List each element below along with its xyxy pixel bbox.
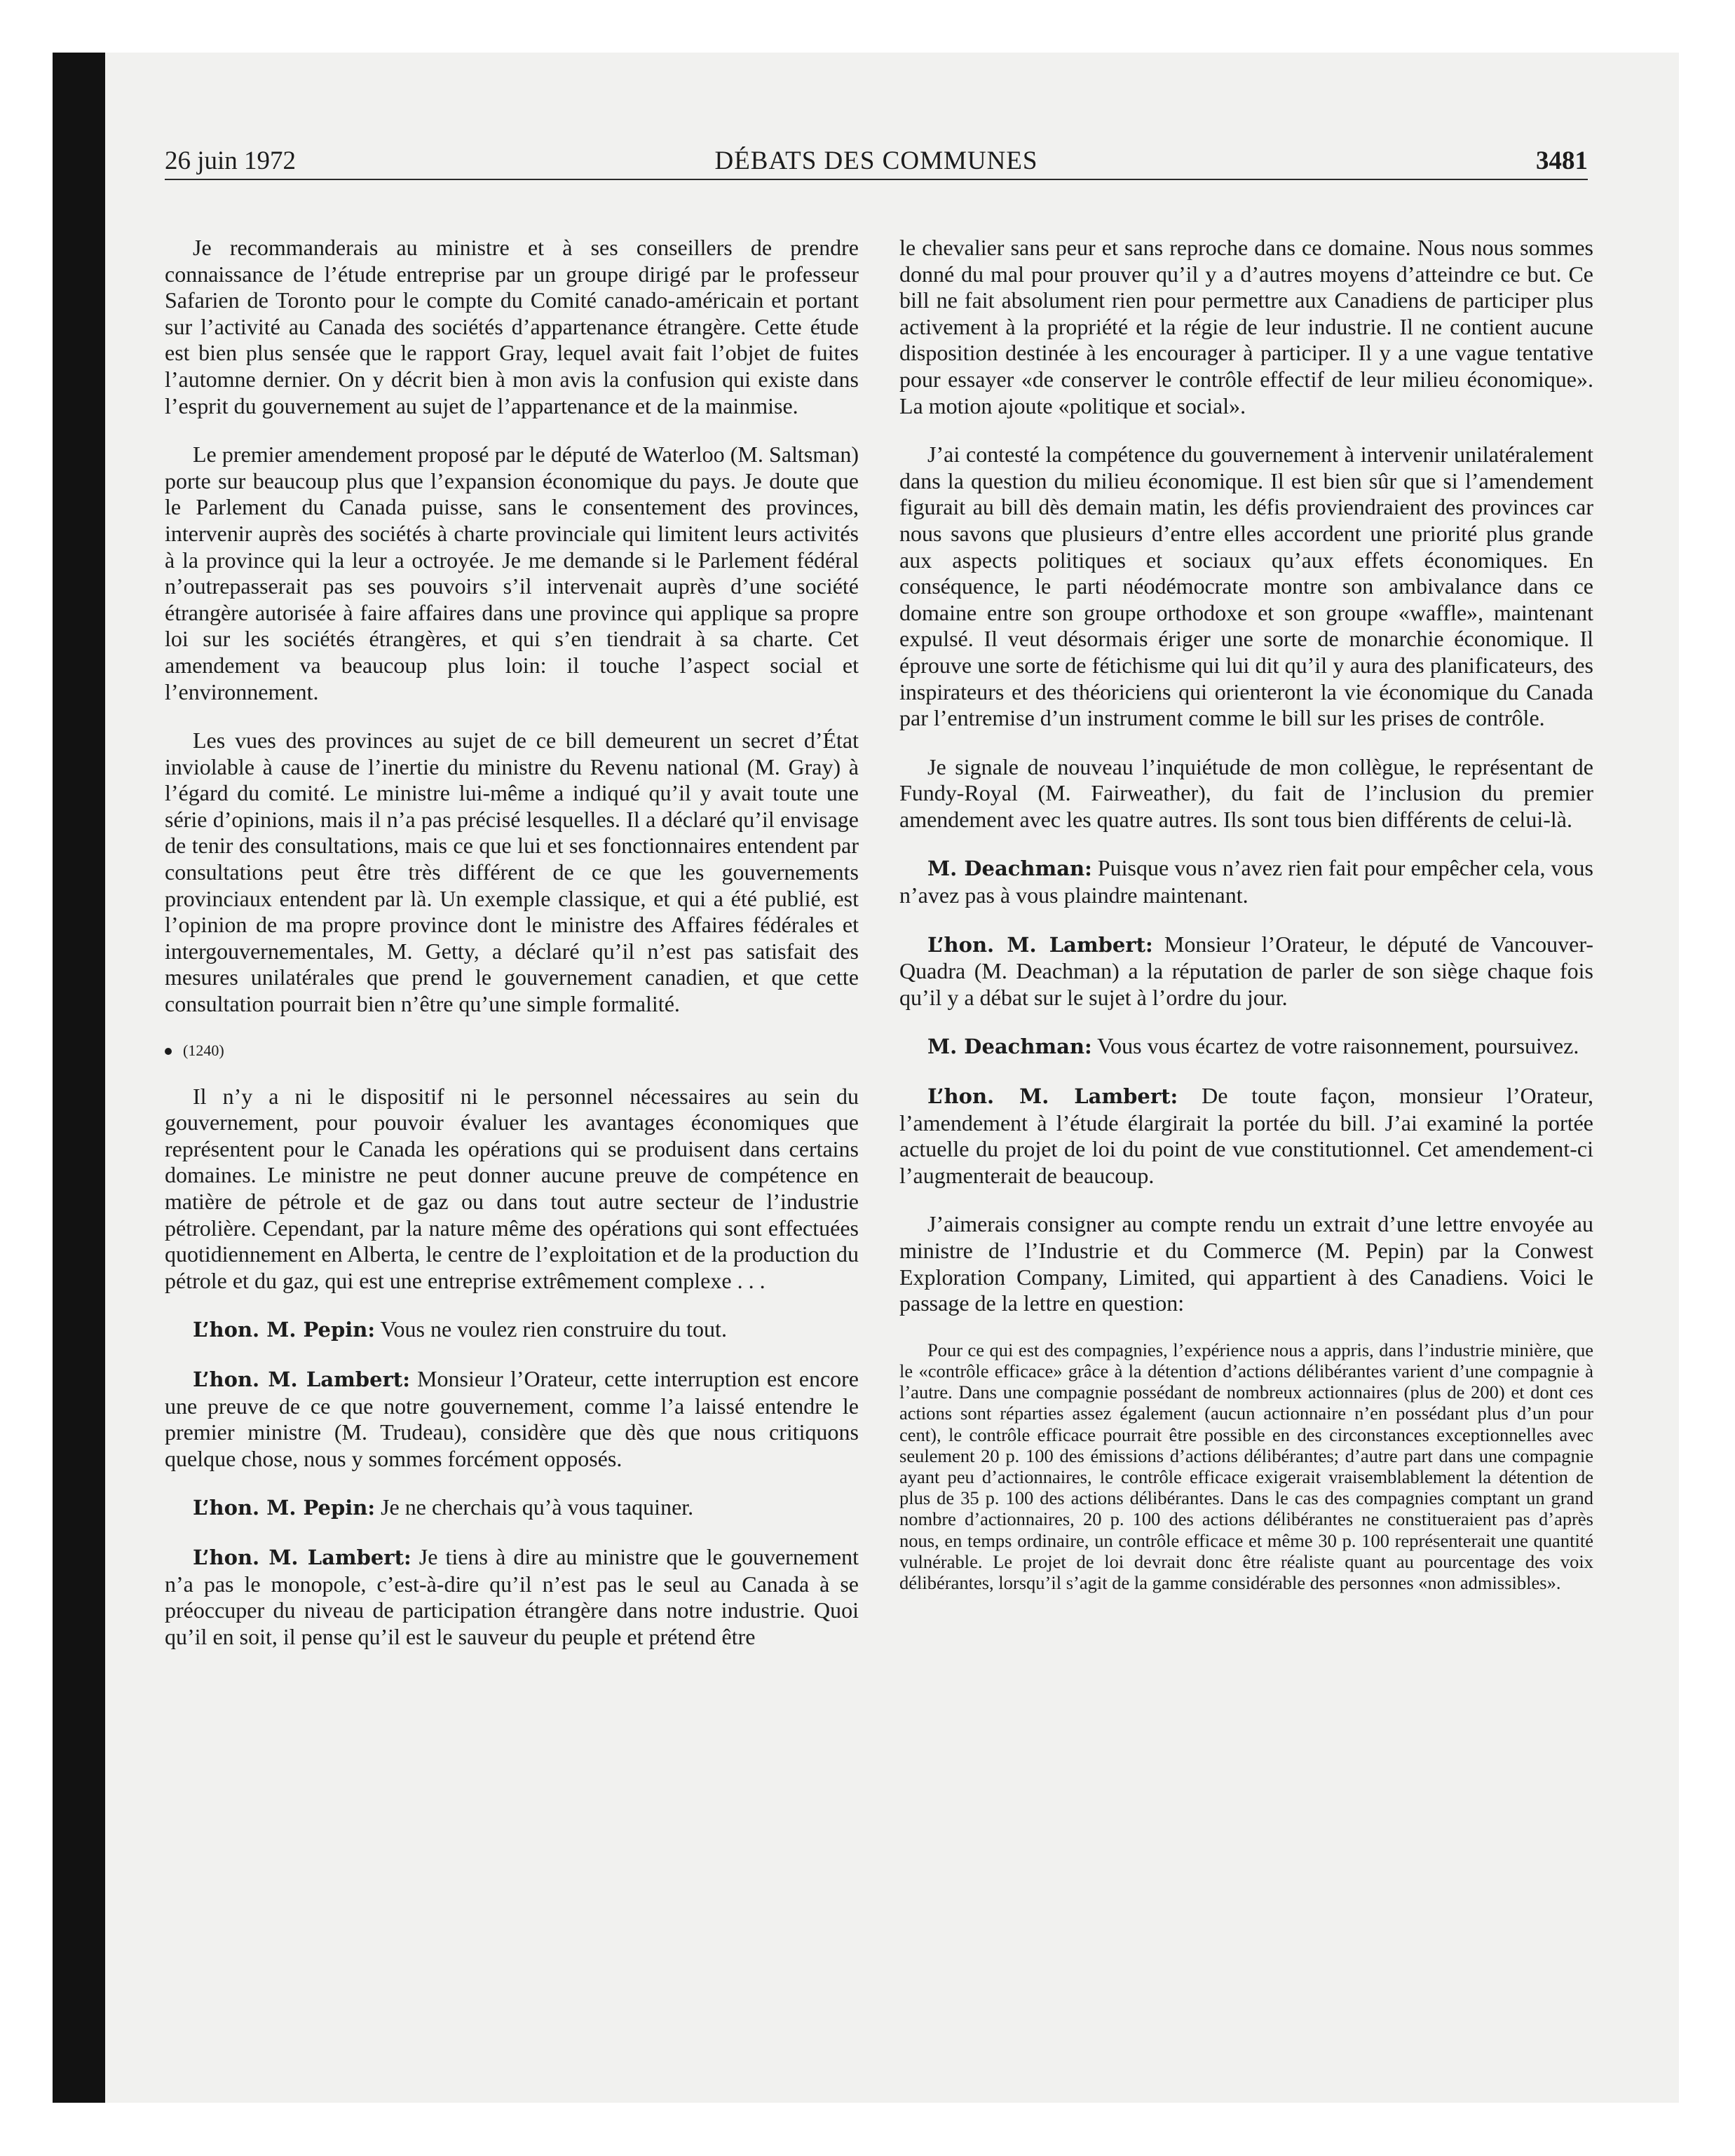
speech-text: Vous vous écartez de votre raisonnement, poursuivez. xyxy=(1091,1033,1579,1059)
running-header xyxy=(165,144,1588,180)
right-column xyxy=(899,235,1593,1616)
speech-text: Monsieur l’Orateur, le député de Vancouver-Quadra (M. Deachman) a la réputation de parler de son siège chaque fois qu’il y a débat sur le sujet à l’ordre du jour. xyxy=(899,931,1594,1010)
speaker-name: M. Deachman: xyxy=(927,1035,1092,1059)
header-date: 26 juin 1972 xyxy=(165,146,297,175)
speech xyxy=(899,1033,1593,1060)
paragraph: Il n’y a ni le dispositif ni le personnel nécessaires au sein du gouvernement, pour pouvoir évaluer les avantages économiques que représentent pour le Canada les opérations qui se produisent dans certains domaines. Le ministre ne peut donner aucune preuve de compétence en matière de pétrole et de gaz ou dans tout autre secteur de l’industrie pétrolière. Cependant, par la nature même des opérations qui sont effectuées quotidiennement en Alberta, le centre de l’exploitation et de la production du pétrole et du gaz, qui est une entreprise extrêmement complexe . . . xyxy=(165,1083,859,1293)
paragraph-continued: le chevalier sans peur et sans reproche dans ce domaine. Nous nous sommes donné du mal pour prouver qu’il y a d’autres moyens d’atteindre ce but. Ce bill ne fait absolument rien pour permettre aux Canadiens de participer plus activement à la propriété et la régie de leur industrie. Il ne contient aucune disposition destinée à les encourager à participer. Il y a une vague tentative pour essayer «de conserver le contrôle effectif de leur milieu économique». La motion ajoute «politique et social». xyxy=(899,235,1593,418)
speech xyxy=(899,1083,1593,1189)
speech xyxy=(899,855,1593,908)
speaker-name: L’hon. M. Lambert: xyxy=(193,1545,411,1569)
speech-text: Je tiens à dire au ministre que le gouvernement n’a pas le monopole, c’est-à-dire qu’il n’est pas le seul au Canada à se préoccuper du niveau de participation étrangère dans notre industrie. Quoi qu’il en soit, il pense qu’il est le sauveur du peuple et prétend être xyxy=(165,1543,859,1649)
header-title: DÉBATS DES COMMUNES xyxy=(714,146,1038,175)
paragraph: Le premier amendement proposé par le député de Waterloo (M. Saltsman) porte sur beaucoup plus que l’expansion économique du pays. Je doute que le Parlement du Canada puisse, sans le consentement des provinces, intervenir auprès des sociétés à charte provinciale qui limitent leurs activités à la province qui la leur a octroyée. Je me demande si le Parlement fédéral n’outrepasserait pas ses pouvoirs s’il intervenait auprès d’une société étrangère autorisée à faire affaires dans une province qui applique sa propre loi sur les sociétés étrangères, et qui s’en tiendrait à sa charte. Cet amendement va beaucoup plus loin: il touche l’aspect social et l’environnement. xyxy=(165,442,859,704)
speaker-name: L’hon. M. Lambert: xyxy=(193,1367,410,1391)
paragraph: J’ai contesté la compétence du gouvernement à intervenir unilatéralement dans la question du milieu économique. Il est bien sûr que si l’amendement figurait au bill dès demain matin, les défis proviendraient des provinces car nous savons que plusieurs d’entre elles accordent une priorité plus grande aux aspects politiques et sociaux qu’aux effets économiques. En conséquence, le parti néodémocrate montre son ambivalance dans ce domaine entre son groupe orthodoxe et son groupe «waffle», maintenant expulsé. Il veut désormais ériger une sorte de monarchie économique. Il éprouve une sorte de fétichisme qui lui dit qu’il y aura des planificateurs, des inspirateurs et des théoriciens qui orienteront la vie économique du Canada par l’entremise d’un instrument comme le bill sur les prises de contrôle. xyxy=(899,442,1593,731)
left-column xyxy=(165,235,859,1672)
speech xyxy=(165,1494,859,1522)
speech xyxy=(165,1366,859,1472)
speech-text: Je ne cherchais qu’à vous taquiner. xyxy=(375,1494,694,1520)
speaker-name: L’hon. M. Pepin: xyxy=(193,1318,376,1342)
paragraph: Je recommanderais au ministre et à ses conseillers de prendre connaissance de l’étude entreprise par un groupe dirigé par le professeur Safarien de Toronto pour le compte du Comité canado-américain et portant sur l’activité au Canada des sociétés d’appartenance étrangère. Cette étude est bien plus sensée que le rapport Gray, lequel avait fait l’objet de fuites l’automne dernier. On y décrit bien à mon avis la confusion qui existe dans l’esprit du gouvernement au sujet de l’appartenance et de la mainmise. xyxy=(165,235,859,418)
speech-text: De toute façon, monsieur l’Orateur, l’amendement à l’étude élargirait la portée du bill. J’ai examiné la portée actuelle du projet de loi du point de vue constitutionnel. Cet amendement-ci l’augmenterait de beaucoup. xyxy=(899,1083,1593,1188)
scan-binding-shadow xyxy=(53,53,105,2103)
speech-text: Vous ne voulez rien construire du tout. xyxy=(375,1316,727,1342)
speaker-name: L’hon. M. Lambert: xyxy=(927,1084,1178,1109)
speech xyxy=(899,932,1593,1011)
timestamp-marker xyxy=(165,1040,859,1061)
speech xyxy=(165,1316,859,1344)
speech-text: Monsieur l’Orateur, cette interruption est encore une preuve de ce que notre gouvernement, comme l’a laissé entendre le premier ministre (M. Trudeau), considère que dès que nous critiquons quelque chose, nous y sommes forcément opposés. xyxy=(165,1365,859,1471)
timestamp-text: (1240) xyxy=(183,1041,224,1059)
bullet-icon xyxy=(165,1048,172,1055)
paragraph: Les vues des provinces au sujet de ce bill demeurent un secret d’État inviolable à cause de l’inertie du ministre du Revenu national (M. Gray) à l’égard du comité. Le ministre lui-même a indiqué qu’il y avait toute une série d’opinions, mais il n’a pas précisé lesquelles. Il a déclaré qu’il envisage de tenir des consultations, mais ce que lui et ses fonctionnaires entendent par consultations peut être très différent de ce que les gouvernements provinciaux entendent par là. Un exemple classique, et qui a été publié, est l’opinion de ma propre province dont le ministre des Affaires fédérales et intergouvernementales, M. Getty, a déclaré qu’il n’est pas satisfait des mesures unilatérales que prend le gouvernement canadien, et que cette consultation pourrait bien n’être qu’une simple formalité. xyxy=(165,728,859,1017)
speech-text: Puisque vous n’avez rien fait pour empêcher cela, vous n’avez pas à vous plaindre maintenant. xyxy=(899,855,1593,908)
page-number: 3481 xyxy=(1536,146,1588,175)
speech xyxy=(165,1544,859,1650)
speaker-name: L’hon. M. Lambert: xyxy=(927,932,1153,957)
speaker-name: M. Deachman: xyxy=(927,857,1092,881)
block-quote: Pour ce qui est des compagnies, l’expérience nous a appris, dans l’industrie minière, que le «contrôle efficace» grâce à la détention d’actions délibérantes varient d’une compagnie à l’autre. Dans une compagnie possédant de nombreux actionnaires (plus de 200) et dont ces actions sont réparties assez également (aucun actionnaire n’en possédant plus d’un pour cent), le contrôle efficace pourrait être possible en des circonstances exceptionnelles avec seulement 20 p. 100 des émissions d’actions délibérantes; d’autre part dans une compagnie ayant peu d’actionnaires, le contrôle efficace exigerait vraisemblablement la détention de plus de 35 p. 100 des actions délibérantes. Dans le cas des compagnies comptant un grand nombre d’actionnaires, 20 p. 100 des actions délibérantes ne constitueraient pas d’après nous, en temps ordinaire, un contrôle efficace et même 30 p. 100 représenterait une quantité vulnérable. Le projet de loi devrait donc être réaliste quant au pourcentage des voix délibérantes, lorsqu’il s’agit de la gamme considérable des personnes «non admissibles». xyxy=(899,1339,1593,1594)
paragraph: Je signale de nouveau l’inquiétude de mon collègue, le représentant de Fundy-Royal (M. Fairweather), du fait de l’inclusion du premier amendement avec les quatre autres. Ils sont tous bien différents de celui-là. xyxy=(899,753,1593,832)
paragraph: J’aimerais consigner au compte rendu un extrait d’une lettre envoyée au ministre de l’Industrie et du Commerce (M. Pepin) par la Conwest Exploration Company, Limited, qui appartient à des Canadiens. Voici le passage de la lettre en question: xyxy=(899,1211,1593,1316)
speaker-name: L’hon. M. Pepin: xyxy=(193,1496,376,1520)
